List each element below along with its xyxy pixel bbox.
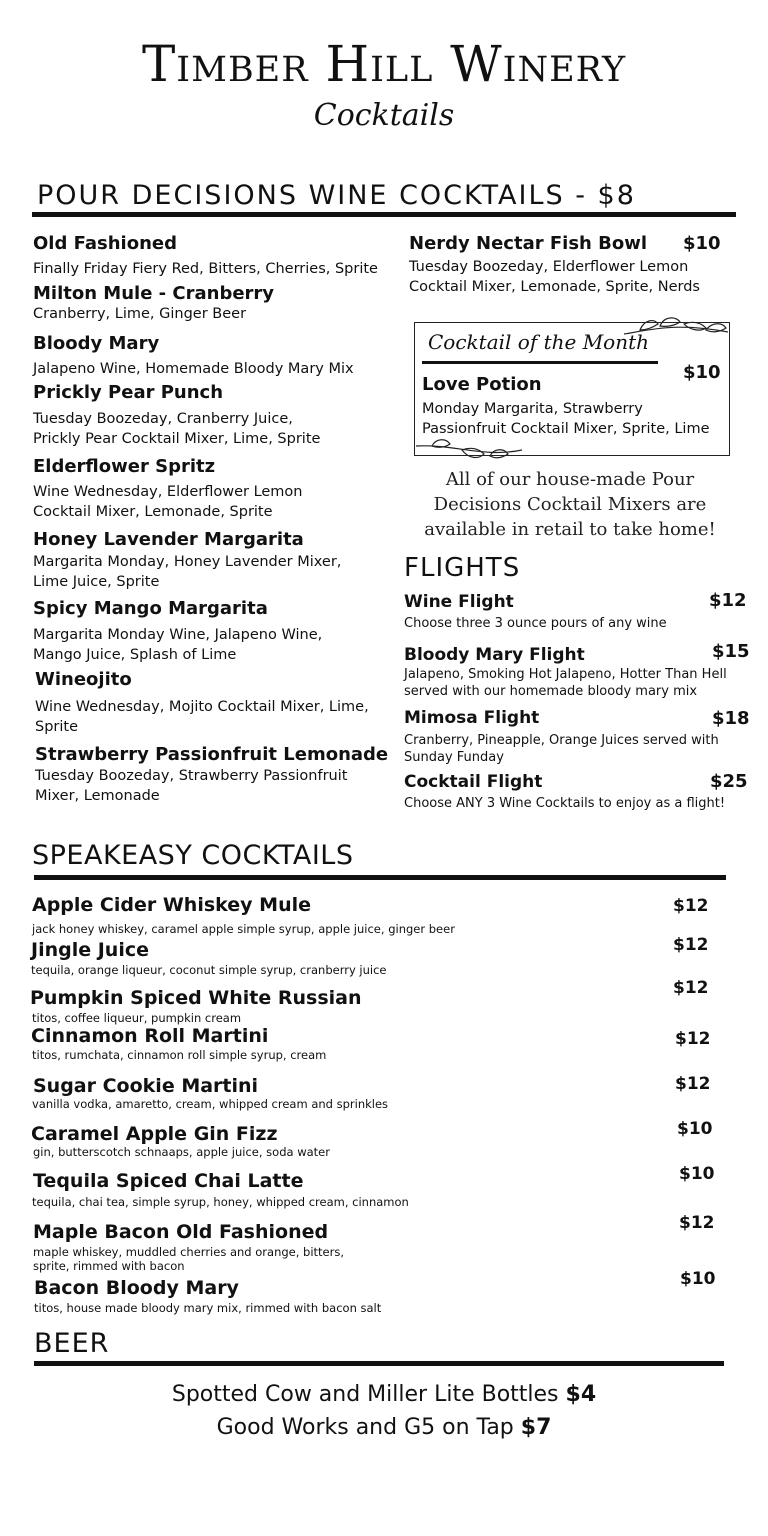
cocktail-name: Bacon Bloody Mary xyxy=(34,1277,239,1299)
page-title: Timber Hill Winery xyxy=(141,35,627,93)
flight-desc: Cranberry, Pineapple, Orange Juices served with Sunday Funday xyxy=(404,733,719,765)
item-name: Old Fashioned xyxy=(33,233,177,254)
flights-title: FLIGHTS xyxy=(404,553,521,583)
cocktail-name: Cinnamon Roll Martini xyxy=(31,1025,269,1047)
item-name: Nerdy Nectar Fish Bowl xyxy=(409,233,648,254)
beer-line xyxy=(0,1413,768,1443)
section-divider xyxy=(32,212,736,217)
item-name: Prickly Pear Punch xyxy=(33,382,224,403)
speakeasy-title: SPEAKEASY COCKTAILS xyxy=(32,840,354,871)
cocktail-name: Pumpkin Spiced White Russian xyxy=(30,987,362,1009)
cocktail-price: $10 xyxy=(680,1269,716,1289)
cocktail-name: Tequila Spiced Chai Latte xyxy=(33,1170,304,1192)
flight-desc: Choose ANY 3 Wine Cocktails to enjoy as a flight! xyxy=(404,796,726,811)
item-desc: Wine Wednesday, Elderflower Lemon Cocktail Mixer, Lemonade, Sprite xyxy=(33,484,303,520)
cocktail-desc: jack honey whiskey, caramel apple simple syrup, apple juice, ginger beer xyxy=(32,922,455,936)
item-name: Milton Mule - Cranberry xyxy=(33,283,275,304)
flight-name: Cocktail Flight xyxy=(404,772,543,792)
beer-line xyxy=(0,1380,768,1410)
cocktail-desc: maple whiskey, muddled cherries and orange, bitters, sprite, rimmed with bacon xyxy=(33,1245,345,1273)
cocktail-desc: tequila, chai tea, simple syrup, honey, whipped cream, cinnamon xyxy=(32,1195,409,1209)
item-name: Spicy Mango Margarita xyxy=(33,598,268,619)
cocktail-name: Maple Bacon Old Fashioned xyxy=(33,1221,329,1243)
flight-name: Bloody Mary Flight xyxy=(404,645,585,665)
retail-note: All of our house-made Pour Decisions Cocktail Mixers are available in retail to take home! xyxy=(424,469,716,540)
item-price: $10 xyxy=(683,362,721,383)
heading-underline xyxy=(422,361,658,364)
beer-text: Spotted Cow and Miller Lite Bottles xyxy=(171,1382,566,1407)
section-divider xyxy=(34,1361,724,1366)
item-name: Elderflower Spritz xyxy=(33,456,216,477)
item-name: Bloody Mary xyxy=(33,333,160,354)
item-desc: Monday Margarita, Strawberry Passionfruit Cocktail Mixer, Sprite, Lime xyxy=(422,401,710,437)
beer-price: $7 xyxy=(520,1415,552,1440)
item-desc: Tuesday Boozeday, Elderflower Lemon Cocktail Mixer, Lemonade, Sprite, Nerds xyxy=(409,259,700,295)
item-name: Honey Lavender Margarita xyxy=(33,529,304,550)
item-desc: Tuesday Boozeday, Cranberry Juice, Prickly Pear Cocktail Mixer, Lime, Sprite xyxy=(33,411,321,447)
cocktail-price: $10 xyxy=(679,1164,715,1184)
flight-price: $18 xyxy=(712,708,750,729)
flight-price: $12 xyxy=(709,590,747,611)
cocktail-price: $12 xyxy=(675,1074,711,1094)
item-desc: Wine Wednesday, Mojito Cocktail Mixer, Lime, Sprite xyxy=(35,699,369,735)
item-name: Wineojito xyxy=(35,669,132,690)
cocktail-name: Caramel Apple Gin Fizz xyxy=(31,1123,278,1145)
flight-name: Wine Flight xyxy=(404,592,514,612)
item-desc: Cranberry, Lime, Ginger Beer xyxy=(33,306,247,322)
page-subtitle: Cocktails xyxy=(313,98,455,133)
item-name: Strawberry Passionfruit Lemonade xyxy=(35,744,389,765)
item-desc: Finally Friday Fiery Red, Bitters, Cherries, Sprite xyxy=(33,261,378,277)
cocktail-name: Sugar Cookie Martini xyxy=(33,1075,259,1097)
item-desc: Jalapeno Wine, Homemade Bloody Mary Mix xyxy=(33,361,354,377)
item-desc: Margarita Monday Wine, Jalapeno Wine, Mango Juice, Splash of Lime xyxy=(33,627,323,663)
cocktail-of-month-heading: Cocktail of the Month xyxy=(428,330,650,354)
flight-name: Mimosa Flight xyxy=(404,708,540,728)
vine-ornament-icon xyxy=(414,436,526,468)
cocktail-name: Jingle Juice xyxy=(31,939,149,961)
flight-price: $25 xyxy=(710,771,748,792)
flight-price: $15 xyxy=(712,641,750,662)
flight-desc: Jalapeno, Smoking Hot Jalapeno, Hotter Than Hell served with our homemade bloody mary mix xyxy=(404,667,727,699)
section-divider xyxy=(34,875,726,880)
cocktail-price: $12 xyxy=(673,896,709,916)
cocktail-desc: vanilla vodka, amaretto, cream, whipped cream and sprinkles xyxy=(32,1097,389,1111)
item-desc: Margarita Monday, Honey Lavender Mixer, Lime Juice, Sprite xyxy=(33,554,342,590)
cocktail-desc: tequila, orange liqueur, coconut simple syrup, cranberry juice xyxy=(31,963,387,977)
cocktail-price: $12 xyxy=(675,1029,711,1049)
cocktail-desc: titos, house made bloody mary mix, rimmed with bacon salt xyxy=(34,1301,382,1315)
item-desc: Tuesday Boozeday, Strawberry Passionfruit Mixer, Lemonade xyxy=(35,768,348,804)
cocktail-price: $10 xyxy=(677,1119,713,1139)
cocktail-name: Apple Cider Whiskey Mule xyxy=(32,894,311,916)
item-price: $10 xyxy=(683,233,721,254)
beer-title: BEER xyxy=(34,1328,110,1359)
item-name: Love Potion xyxy=(422,374,542,395)
wine-cocktails-title: POUR DECISIONS WINE COCKTAILS - $8 xyxy=(37,180,636,211)
flight-desc: Choose three 3 ounce pours of any wine xyxy=(404,616,667,631)
cocktail-desc: titos, coffee liqueur, pumpkin cream xyxy=(32,1011,242,1025)
cocktail-price: $12 xyxy=(673,935,709,955)
beer-text: Good Works and G5 on Tap xyxy=(216,1415,521,1440)
cocktail-desc: titos, rumchata, cinnamon roll simple syrup, cream xyxy=(32,1048,327,1062)
cocktail-price: $12 xyxy=(673,978,709,998)
cocktail-price: $12 xyxy=(679,1213,715,1233)
cocktail-desc: gin, butterscotch schnaaps, apple juice, soda water xyxy=(33,1145,330,1159)
beer-price: $4 xyxy=(565,1382,597,1407)
